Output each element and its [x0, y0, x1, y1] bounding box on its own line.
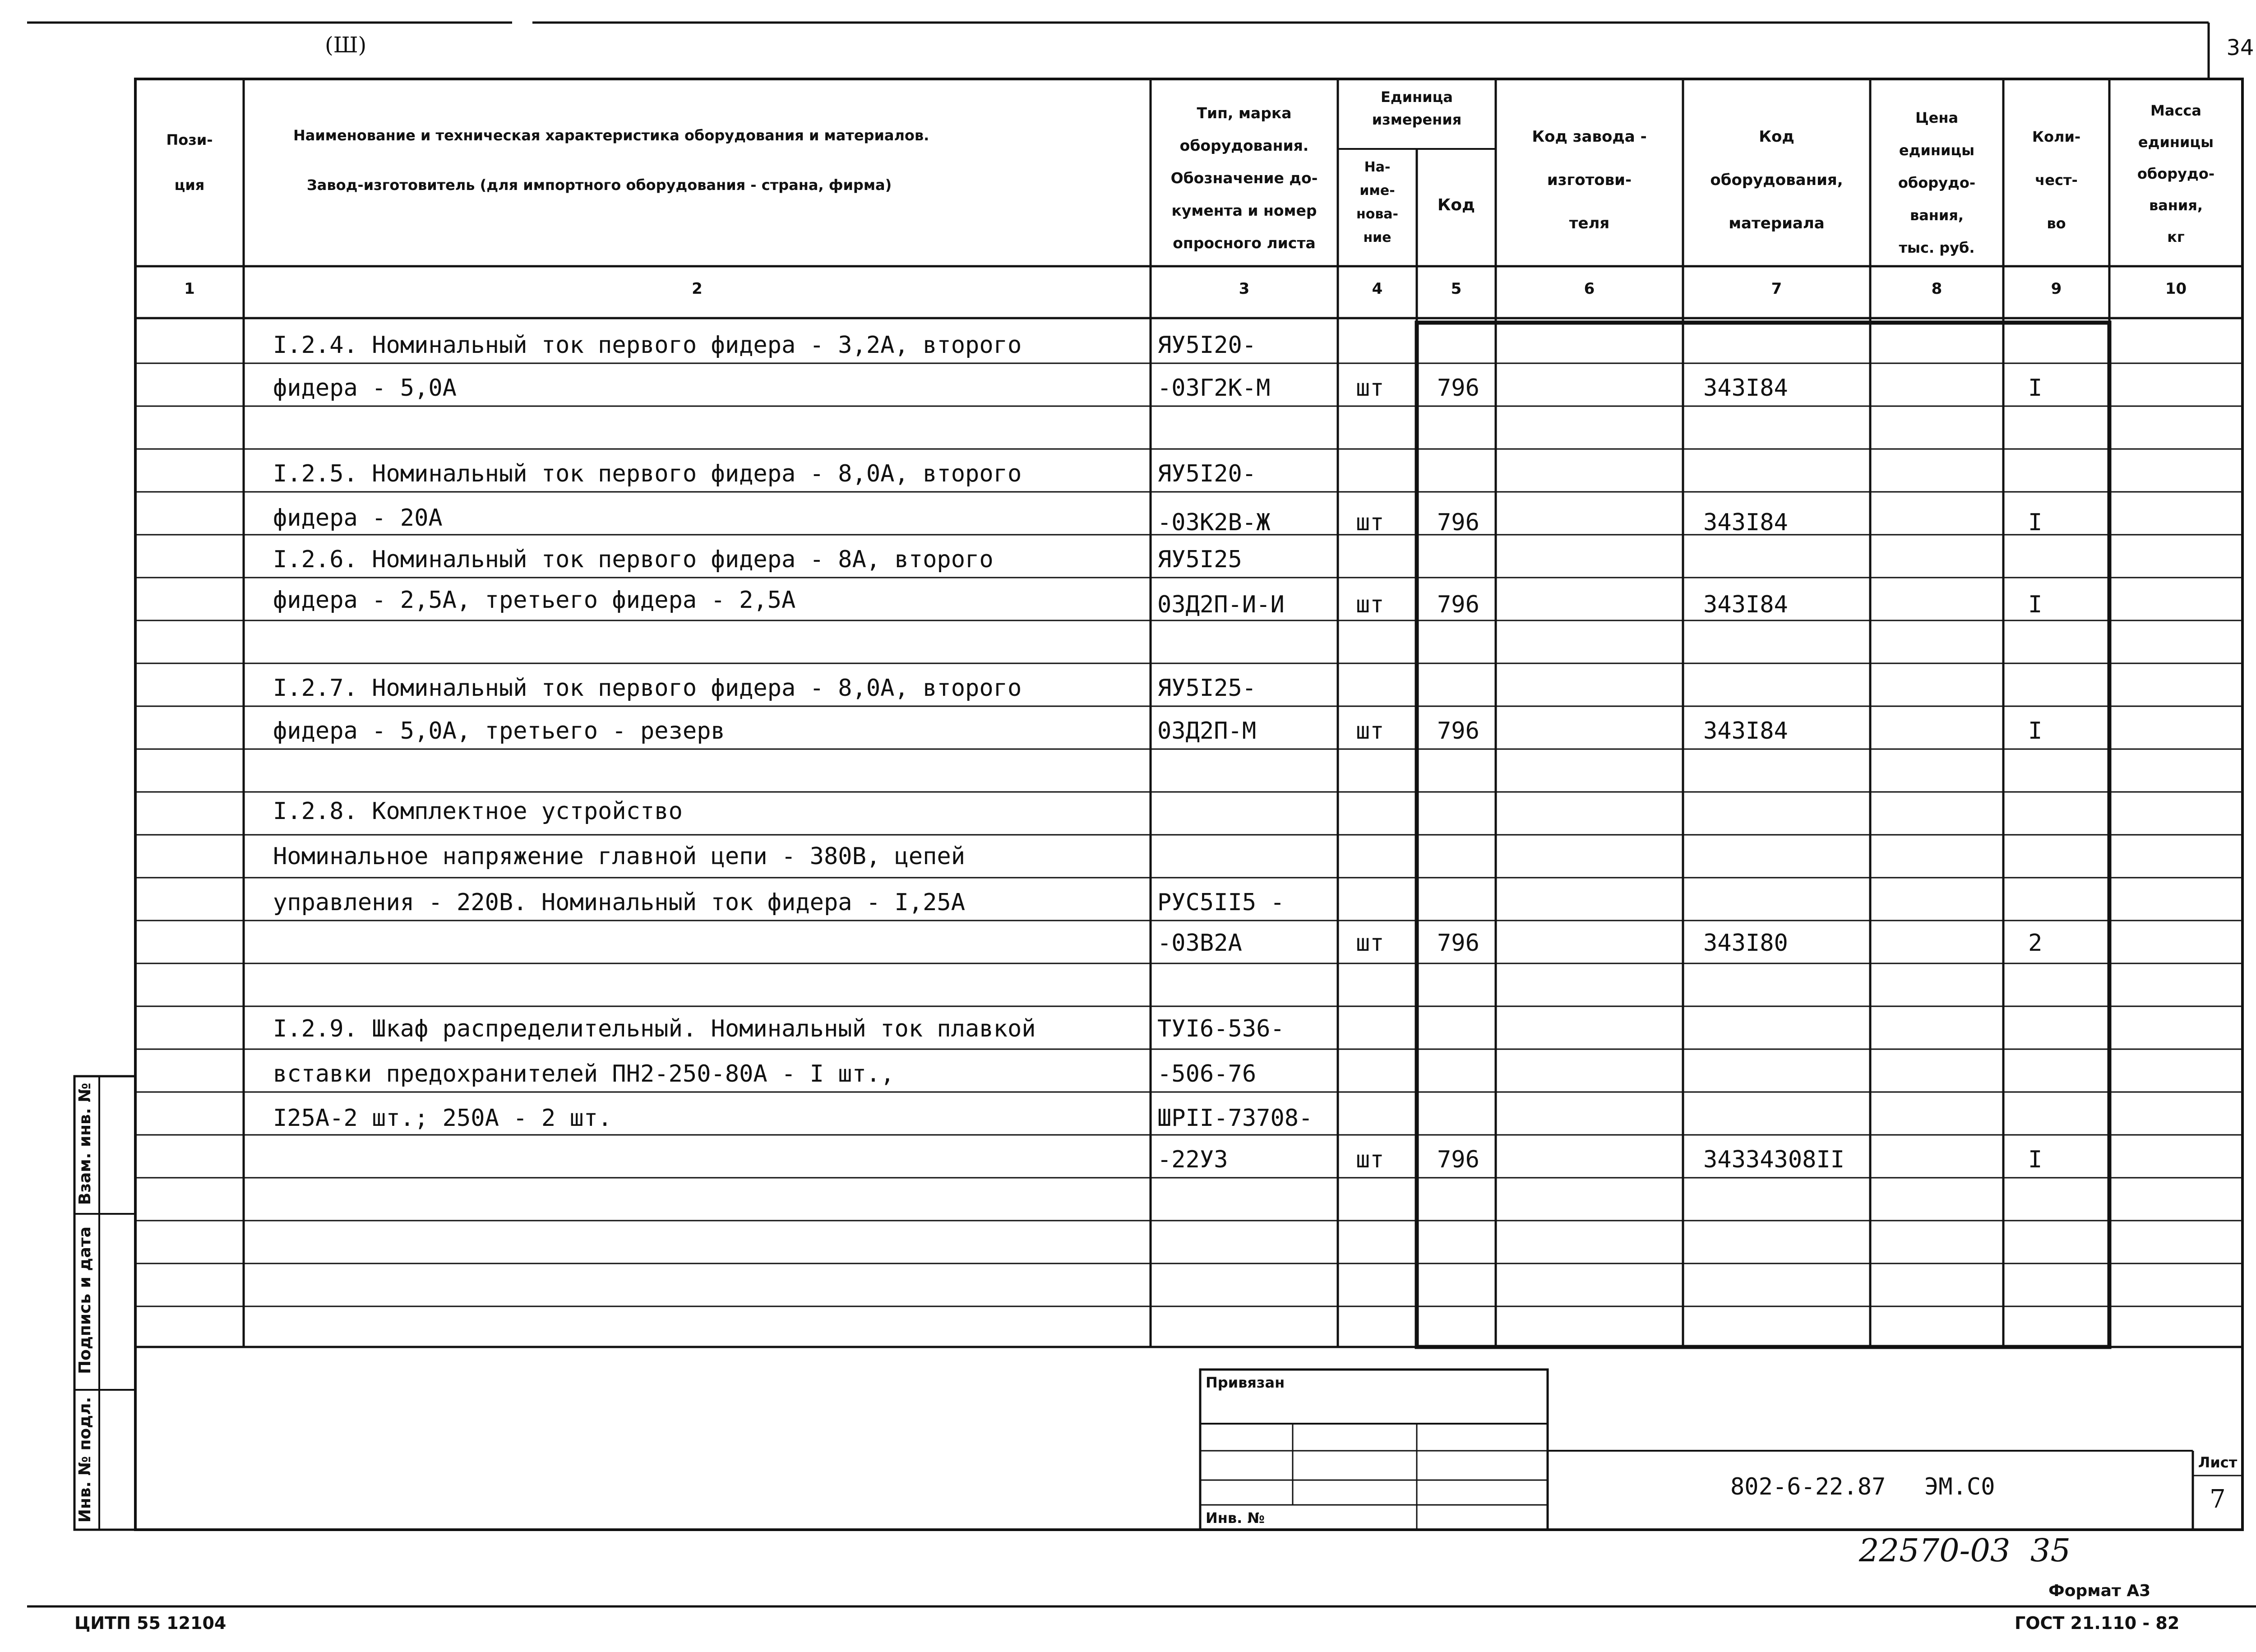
colnum-4: 4: [1372, 280, 1383, 298]
row-7-qty: I: [2028, 591, 2043, 618]
handwritten-number: 22570-03 35: [1859, 1532, 2071, 1569]
row-2-type: -03Г2К-М: [1157, 375, 1271, 402]
row-2-equip: 343I84: [1703, 375, 1788, 402]
stamp-sheet-number: 7: [2210, 1485, 2226, 1514]
row-5-unit: шт: [1356, 509, 1384, 536]
row-4-name: I.2.5. Номинальный ток первого фидера - 8,0А, второго: [273, 460, 1022, 487]
row-17-name: I.2.9. Шкаф распределительный. Номинальный ток плавкой: [273, 1015, 1036, 1042]
stamp-sheet-label: Лист: [2198, 1454, 2238, 1471]
stamp-privyazan: Привязан: [1206, 1374, 1285, 1391]
row-6-type: ЯУ5I25: [1157, 546, 1242, 573]
row-15-qty: 2: [2028, 930, 2043, 957]
roman-mark: (Ш): [325, 32, 367, 58]
row-7-type: 03Д2П-И-И: [1157, 591, 1285, 618]
row-13-name: Номинальное напряжение главной цепи - 380В, цепей: [273, 843, 966, 870]
colnum-1: 1: [184, 280, 195, 298]
row-7-name: фидера - 2,5А, третьего фидера - 2,5А: [273, 587, 796, 614]
row-4-type: ЯУ5I20-: [1157, 460, 1257, 487]
row-15-unit: шт: [1356, 930, 1384, 957]
colnum-9: 9: [2051, 280, 2062, 298]
stamp-inv-no: Инв. №: [1206, 1509, 1265, 1527]
row-19-name: I25А-2 шт.; 250А - 2 шт.: [273, 1105, 612, 1132]
format-label: Формат А3: [2048, 1582, 2151, 1600]
header-unit: Единица измерения: [1372, 88, 1462, 128]
row-5-equip: 343I84: [1703, 509, 1788, 536]
colnum-5: 5: [1451, 280, 1462, 298]
row-5-type: -03К2В-Ж: [1157, 509, 1271, 536]
row-5-code: 796: [1437, 509, 1479, 536]
header-name-line1: Наименование и техническая характеристика оборудования и материалов.: [293, 127, 929, 144]
row-5-name: фидера - 20А: [273, 504, 443, 532]
stamp-designation: 802-6-22.87: [1730, 1473, 1886, 1500]
row-9-name: I.2.7. Номинальный ток первого фидера - 8,0А, второго: [273, 675, 1022, 702]
colnum-2: 2: [692, 280, 703, 298]
row-7-code: 796: [1437, 591, 1479, 618]
header-factory-code: Код завода - изготови- теля: [1532, 128, 1647, 232]
row-9-type: ЯУ5I25-: [1157, 675, 1257, 702]
header-type: Тип, марка оборудования. Обозначение до- кумента и номер опросного листа: [1170, 104, 1318, 252]
header-equipment-code: Код оборудования, материала: [1710, 128, 1843, 232]
row-15-type: -03В2А: [1157, 930, 1242, 957]
row-2-qty: I: [2028, 375, 2043, 402]
footer-left: ЦИТП 55 12104: [74, 1613, 227, 1633]
row-18-type: -506-76: [1157, 1060, 1257, 1087]
colnum-6: 6: [1584, 280, 1595, 298]
stamp-doc-code: ЭМ.С0: [1924, 1473, 1995, 1500]
row-1-type: ЯУ5I20-: [1157, 332, 1257, 359]
row-5-qty: I: [2028, 509, 2043, 536]
row-7-unit: шт: [1356, 591, 1384, 618]
row-20-equip: 34334308II: [1703, 1146, 1845, 1173]
row-10-type: 03Д2П-М: [1157, 717, 1257, 745]
row-20-qty: I: [2028, 1146, 2043, 1173]
colnum-10: 10: [2165, 280, 2187, 298]
row-2-code: 796: [1437, 375, 1479, 402]
row-12-name: I.2.8. Комплектное устройство: [273, 798, 683, 825]
header-position: Пози- ция: [166, 131, 213, 194]
row-10-code: 796: [1437, 717, 1479, 745]
row-10-name: фидера - 5,0А, третьего - резерв: [273, 717, 725, 745]
header-quantity: Коли- чест- во: [2032, 128, 2081, 232]
row-10-qty: I: [2028, 717, 2043, 745]
margin-vzam: Взам. инв. №: [76, 1083, 94, 1205]
row-15-equip: 343I80: [1703, 930, 1788, 957]
row-18-name: вставки предохранителей ПН2-250-80А - I шт.,: [273, 1060, 895, 1087]
row-20-type: -22У3: [1157, 1146, 1228, 1173]
row-15-code: 796: [1437, 930, 1479, 957]
row-20-code: 796: [1437, 1146, 1479, 1173]
row-2-unit: шт: [1356, 375, 1384, 402]
colnum-7: 7: [1771, 280, 1782, 298]
row-1-name: I.2.4. Номинальный ток первого фидера - 3,2А, второго: [273, 332, 1022, 359]
row-14-type: РУС5II5 -: [1157, 889, 1285, 916]
row-17-type: ТУI6-536-: [1157, 1015, 1285, 1042]
row-14-name: управления - 220В. Номинальный ток фидера - I,25А: [273, 889, 966, 916]
row-20-unit: шт: [1356, 1146, 1384, 1173]
header-unit-name: На- име- нова- ние: [1356, 159, 1399, 245]
header-mass: Масса единицы оборудо- вания, кг: [2137, 102, 2215, 245]
row-10-unit: шт: [1356, 717, 1384, 745]
row-6-name: I.2.6. Номинальный ток первого фидера - 8А, второго: [273, 546, 994, 573]
header-name-line2: Завод-изготовитель (для импортного оборудования - страна, фирма): [307, 176, 892, 194]
header-price: Цена единицы оборудо- вания, тыс. руб.: [1898, 109, 1976, 256]
margin-inv-podl: Инв. № подл.: [76, 1397, 94, 1523]
margin-podpis: Подпись и дата: [76, 1226, 94, 1374]
row-10-equip: 343I84: [1703, 717, 1788, 745]
header-unit-code: Код: [1437, 196, 1475, 214]
colnum-3: 3: [1239, 280, 1250, 298]
row-7-equip: 343I84: [1703, 591, 1788, 618]
row-19-type: ШРII-73708-: [1157, 1105, 1313, 1132]
page-number: 34: [2226, 35, 2254, 60]
row-2-name: фидера - 5,0А: [273, 375, 457, 402]
colnum-8: 8: [1931, 280, 1942, 298]
footer-right: ГОСТ 21.110 - 82: [2015, 1613, 2180, 1633]
